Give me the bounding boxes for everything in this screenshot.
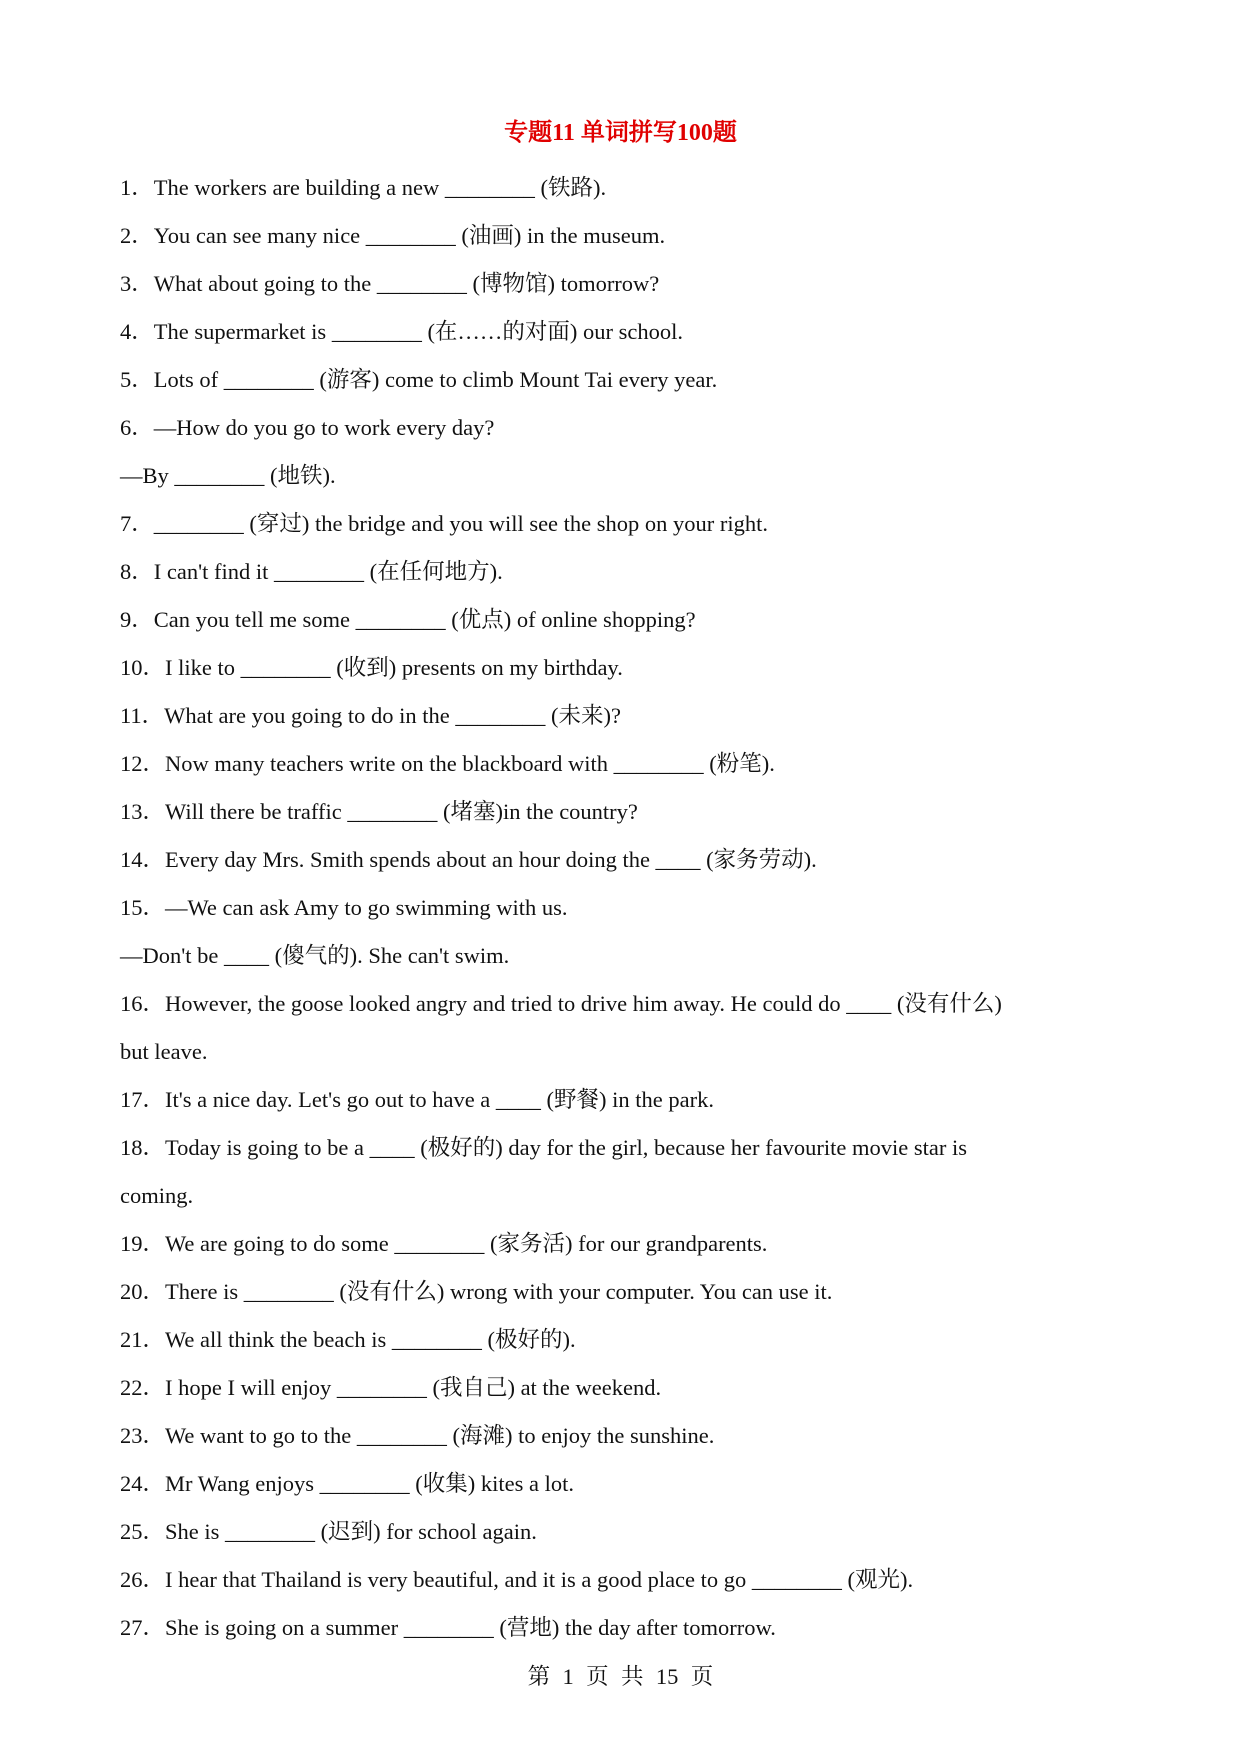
- question-line: 5．Lots of ________ (游客) come to climb Mount Tai every year.: [120, 367, 718, 392]
- question-line: 8．I can't find it ________ (在任何地方).: [120, 559, 503, 584]
- question-line: 27．She is going on a summer ________ (营地) the day after tomorrow.: [120, 1615, 776, 1640]
- question-line: 1．The workers are building a new ________ (铁路).: [120, 175, 607, 200]
- document-title: 专题11 单词拼写100题: [504, 120, 737, 146]
- question-line: 18．Today is going to be a ____ (极好的) day for the girl, because her favourite movie star is: [120, 1135, 967, 1160]
- question-line: 20．There is ________ (没有什么) wrong with your computer. You can use it.: [120, 1279, 833, 1304]
- question-line: 4．The supermarket is ________ (在……的对面) our school.: [120, 319, 684, 344]
- question-line: 12．Now many teachers write on the blackboard with ________ (粉笔).: [120, 751, 775, 776]
- question-line: but leave.: [120, 1039, 208, 1064]
- page-footer: 第 1 页 共 15 页: [527, 1664, 714, 1689]
- question-line: —By ________ (地铁).: [120, 463, 336, 488]
- question-line: coming.: [120, 1183, 194, 1208]
- question-line: 10．I like to ________ (收到) presents on my birthday.: [120, 655, 623, 680]
- question-line: 23．We want to go to the ________ (海滩) to enjoy the sunshine.: [120, 1423, 715, 1448]
- question-line: 21．We all think the beach is ________ (极好的).: [120, 1327, 576, 1352]
- question-line: 24．Mr Wang enjoys ________ (收集) kites a lot.: [120, 1471, 574, 1496]
- question-line: 19．We are going to do some ________ (家务活) for our grandparents.: [120, 1231, 768, 1256]
- question-line: 16．However, the goose looked angry and tried to drive him away. He could do ____ (没有什么): [120, 991, 1002, 1016]
- question-line: 7．________ (穿过) the bridge and you will see the shop on your right.: [120, 511, 769, 536]
- question-line: 17．It's a nice day. Let's go out to have a ____ (野餐) in the park.: [120, 1087, 714, 1112]
- question-line: —Don't be ____ (傻气的). She can't swim.: [120, 943, 510, 968]
- question-line: 3．What about going to the ________ (博物馆) tomorrow?: [120, 271, 660, 296]
- question-line: 13．Will there be traffic ________ (堵塞)in the country?: [120, 799, 638, 824]
- question-line: 6．—How do you go to work every day?: [120, 415, 495, 440]
- question-line: 14．Every day Mrs. Smith spends about an hour doing the ____ (家务劳动).: [120, 847, 817, 872]
- question-line: 15．—We can ask Amy to go swimming with us.: [120, 895, 568, 920]
- question-list: [120, 164, 1130, 1652]
- question-line: 22．I hope I will enjoy ________ (我自己) at the weekend.: [120, 1375, 662, 1400]
- question-line: 26．I hear that Thailand is very beautiful, and it is a good place to go ________ (观光).: [120, 1567, 914, 1592]
- question-line: 11．What are you going to do in the ________ (未来)?: [120, 703, 621, 728]
- question-line: 25．She is ________ (迟到) for school again.: [120, 1519, 537, 1544]
- question-line: 2．You can see many nice ________ (油画) in the museum.: [120, 223, 666, 248]
- question-line: 9．Can you tell me some ________ (优点) of online shopping?: [120, 607, 696, 632]
